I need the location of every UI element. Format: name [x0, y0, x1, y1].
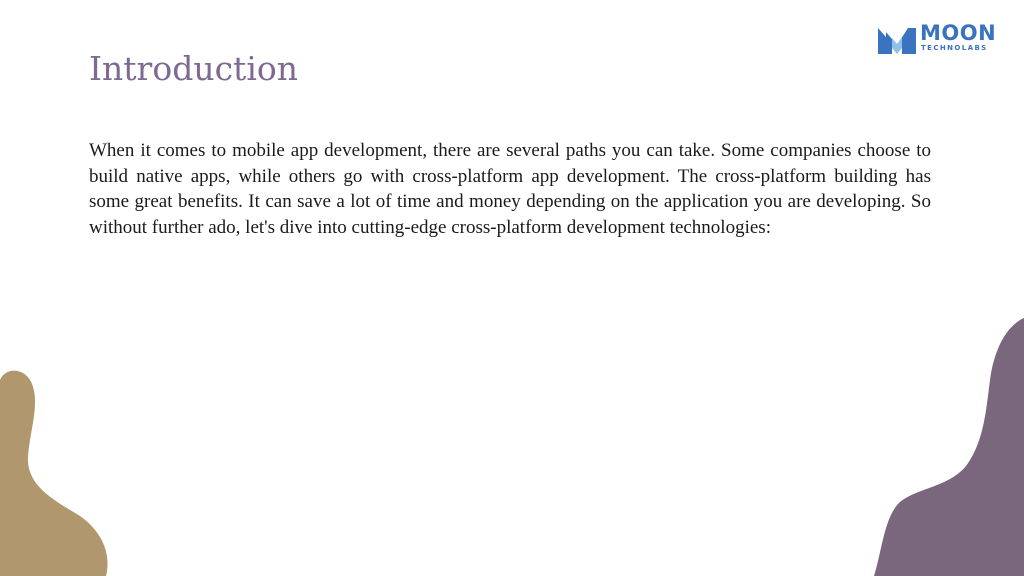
decorative-blob-left: [0, 360, 120, 576]
logo-tagline: TECHNOLABS: [921, 44, 988, 52]
decorative-blob-right: [860, 310, 1024, 576]
intro-paragraph: When it comes to mobile app development, there are several paths you can take. Some companies choose to build native apps, while others go with cross-platform app development. The cross-platform building has some great benefits. It can save a lot of time and money depending on the application you are developing. So without further ado, let's dive into cutting-edge cross-platform development technologies:: [89, 140, 931, 238]
moon-technolabs-mark-icon: [878, 24, 916, 54]
company-logo: [878, 22, 1003, 58]
slide-title: Introduction: [89, 49, 298, 88]
logo-wordmark: MOON: [920, 21, 997, 45]
